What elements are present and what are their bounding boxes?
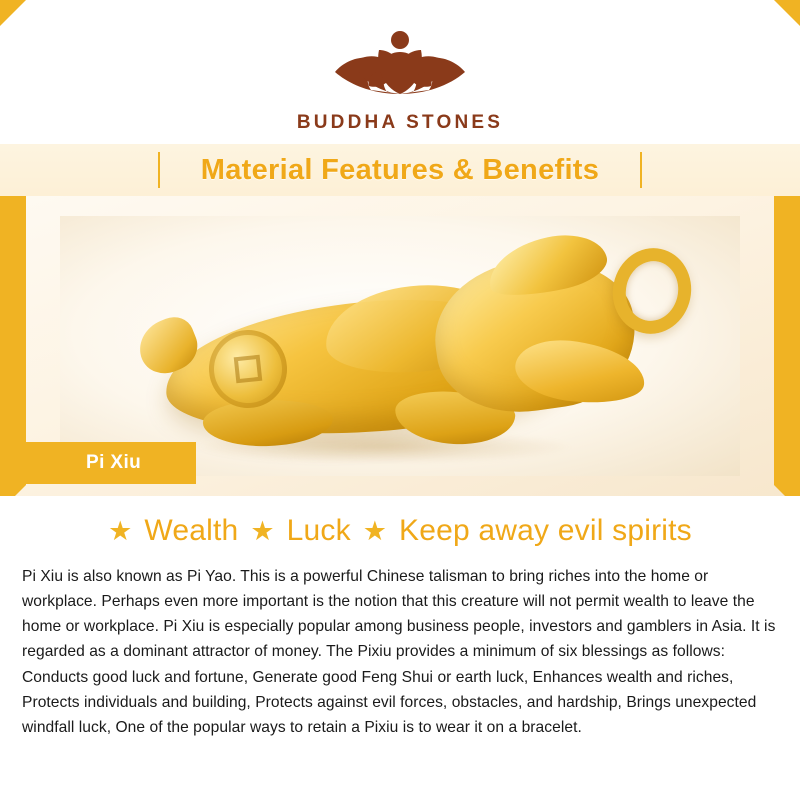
lotus-meditation-icon xyxy=(305,16,495,108)
side-bar-right xyxy=(774,195,800,485)
benefit-label-evil-spirits: Keep away evil spirits xyxy=(399,514,692,547)
star-icon: ★ xyxy=(362,515,387,546)
star-icon: ★ xyxy=(108,515,133,546)
benefit-label-luck: Luck xyxy=(286,514,351,547)
benefit-label-wealth: Wealth xyxy=(144,514,239,547)
title-divider-right xyxy=(640,152,642,188)
brand-name: BUDDHA STONES xyxy=(296,112,504,133)
benefits-section xyxy=(0,496,800,800)
image-caption-label: Pi Xiu xyxy=(86,452,142,473)
benefits-row xyxy=(22,514,778,548)
star-icon: ★ xyxy=(250,515,275,546)
page-title: Material Features & Benefits xyxy=(200,153,600,186)
image-caption-tab xyxy=(26,442,196,484)
section-title-band xyxy=(0,144,800,196)
pixiu-illustration xyxy=(135,224,695,474)
description-paragraph: Pi Xiu is also known as Pi Yao. This is a powerful Chinese talisman to bring riches into the home or workplace. Perhaps even more important is the notion that this creature will not permit wealth to leave the home or workplace. Pi Xiu is especially popular among business people, investors and gamblers in Asia. It is regarded as a dominant attractor of money. The Pixiu provides a minimum of six blessings as follows: Conducts good luck and fortune, Generate good Feng Shui or earth luck, Enhances wealth and riches, Protects individuals and building, Protects against evil forces, obstacles, and hardship, Brings unexpected windfall luck, One of the popular ways to retain a Pixiu is to wear it on a bracelet. xyxy=(22,567,776,737)
brand-header xyxy=(0,0,800,146)
side-bar-left xyxy=(0,195,26,485)
